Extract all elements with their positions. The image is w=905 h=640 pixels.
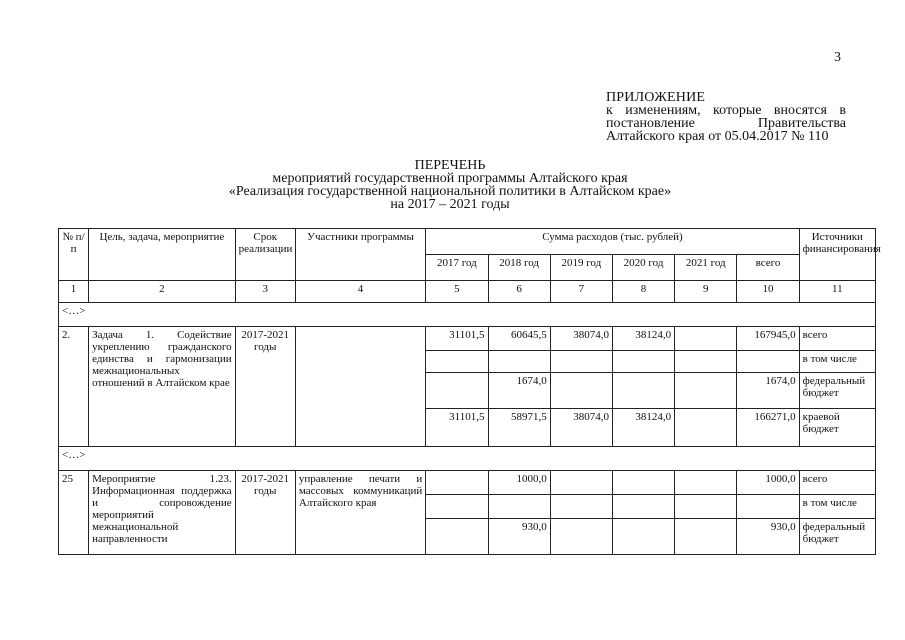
cell-2019: [550, 495, 612, 519]
measure-name: Мероприятие 1.23. Информационная поддержка и сопровождение мероприятий межнациональной направленности: [89, 471, 236, 555]
cell-2021: [675, 495, 737, 519]
cell-2019: [550, 471, 612, 495]
cell-total: [737, 351, 799, 373]
cell-source: в том числе: [799, 495, 875, 519]
col-number: 8: [612, 281, 674, 303]
measure-num: 25: [59, 471, 89, 555]
header-goal: Цель, задача, мероприятие: [89, 229, 236, 281]
table-row: [59, 471, 876, 495]
cell-2020: [612, 519, 674, 555]
cell-source: федеральный бюджет: [799, 373, 875, 409]
cell-2021: [675, 519, 737, 555]
title-line-4: на 2017 – 2021 годы: [390, 197, 510, 212]
cell-2021: [675, 409, 737, 447]
measure-participants: управление печати и массовых коммуникаций Алтайского края: [295, 471, 425, 555]
col-number: 2: [89, 281, 236, 303]
expenditure-table: [58, 228, 881, 555]
cell-total: 1674,0: [737, 373, 799, 409]
col-number: 6: [488, 281, 550, 303]
cell-source: всего: [799, 471, 875, 495]
header-year-2020: 2020 год: [612, 255, 674, 281]
measure-term: 2017-2021 годы: [235, 471, 295, 555]
skip-row: [59, 447, 876, 471]
task-term: 2017-2021 годы: [235, 327, 295, 447]
cell-2021: [675, 327, 737, 351]
title-line-2: мероприятий государственной программы Алтайского края: [272, 171, 628, 186]
title-line-3: «Реализация государственной национальной политики в Алтайском крае»: [228, 184, 672, 199]
task-num: 2.: [59, 327, 89, 447]
col-number: 1: [59, 281, 89, 303]
cell-2020: [612, 471, 674, 495]
col-number: 5: [426, 281, 488, 303]
cell-2018: 60645,5: [488, 327, 550, 351]
header-year-2019: 2019 год: [550, 255, 612, 281]
cell-total: 1000,0: [737, 471, 799, 495]
col-number: 4: [295, 281, 425, 303]
cell-2019: 38074,0: [550, 409, 612, 447]
appendix-text: к изменениям, которые вносятся в постановление Правительства Алтайского края от 05.04.2017 № 110: [606, 103, 846, 144]
appendix-heading: ПРИЛОЖЕНИЕ: [606, 90, 706, 105]
document-title: [140, 159, 760, 211]
cell-2020: [612, 351, 674, 373]
cell-2017: 31101,5: [426, 409, 488, 447]
cell-source: федеральный бюджет: [799, 519, 875, 555]
cell-total: 930,0: [737, 519, 799, 555]
header-year-2018: 2018 год: [488, 255, 550, 281]
cell-2020: 38124,0: [612, 409, 674, 447]
page-number: 3: [834, 50, 841, 65]
cell-2017: [426, 373, 488, 409]
cell-total: [737, 495, 799, 519]
cell-2020: [612, 495, 674, 519]
cell-2017: [426, 471, 488, 495]
cell-total: 166271,0: [737, 409, 799, 447]
appendix-block: [606, 91, 846, 143]
header-sum: Сумма расходов (тыс. рублей): [426, 229, 799, 255]
header-term: Срок реализации: [235, 229, 295, 281]
cell-2021: [675, 373, 737, 409]
cell-2018: 930,0: [488, 519, 550, 555]
header-year-2017: 2017 год: [426, 255, 488, 281]
cell-2017: [426, 519, 488, 555]
col-number: 10: [737, 281, 799, 303]
header-row: [59, 229, 876, 255]
cell-2017: [426, 351, 488, 373]
cell-total: 167945,0: [737, 327, 799, 351]
header-num: № п/п: [59, 229, 89, 281]
skip-row: [59, 303, 876, 327]
cell-source: всего: [799, 327, 875, 351]
cell-2019: [550, 351, 612, 373]
task-participants: [295, 327, 425, 447]
cell-source: краевой бюджет: [799, 409, 875, 447]
cell-2019: [550, 373, 612, 409]
table-row: [59, 327, 876, 351]
cell-2020: 38124,0: [612, 327, 674, 351]
header-year-2021: 2021 год: [675, 255, 737, 281]
cell-2018: [488, 351, 550, 373]
skip-marker: <…>: [59, 447, 876, 471]
cell-2019: [550, 519, 612, 555]
col-number: 7: [550, 281, 612, 303]
cell-2021: [675, 351, 737, 373]
cell-2019: 38074,0: [550, 327, 612, 351]
task-name: Задача 1. Содействие укреплению гражданского единства и гармонизации межнациональных отношений в Алтайском крае: [89, 327, 236, 447]
cell-2018: [488, 495, 550, 519]
header-sources: Источники финансирования: [799, 229, 875, 281]
cell-2017: [426, 495, 488, 519]
title-line-1: ПЕРЕЧЕНЬ: [414, 158, 486, 173]
skip-marker: <…>: [59, 303, 876, 327]
header-participants: Участники программы: [295, 229, 425, 281]
cell-2017: 31101,5: [426, 327, 488, 351]
cell-2018: 1674,0: [488, 373, 550, 409]
header-total: всего: [737, 255, 799, 281]
cell-2021: [675, 471, 737, 495]
col-number: 3: [235, 281, 295, 303]
cell-source: в том числе: [799, 351, 875, 373]
column-numbers-row: [59, 281, 876, 303]
col-number: 9: [675, 281, 737, 303]
col-number: 11: [799, 281, 875, 303]
cell-2018: 58971,5: [488, 409, 550, 447]
cell-2018: 1000,0: [488, 471, 550, 495]
cell-2020: [612, 373, 674, 409]
